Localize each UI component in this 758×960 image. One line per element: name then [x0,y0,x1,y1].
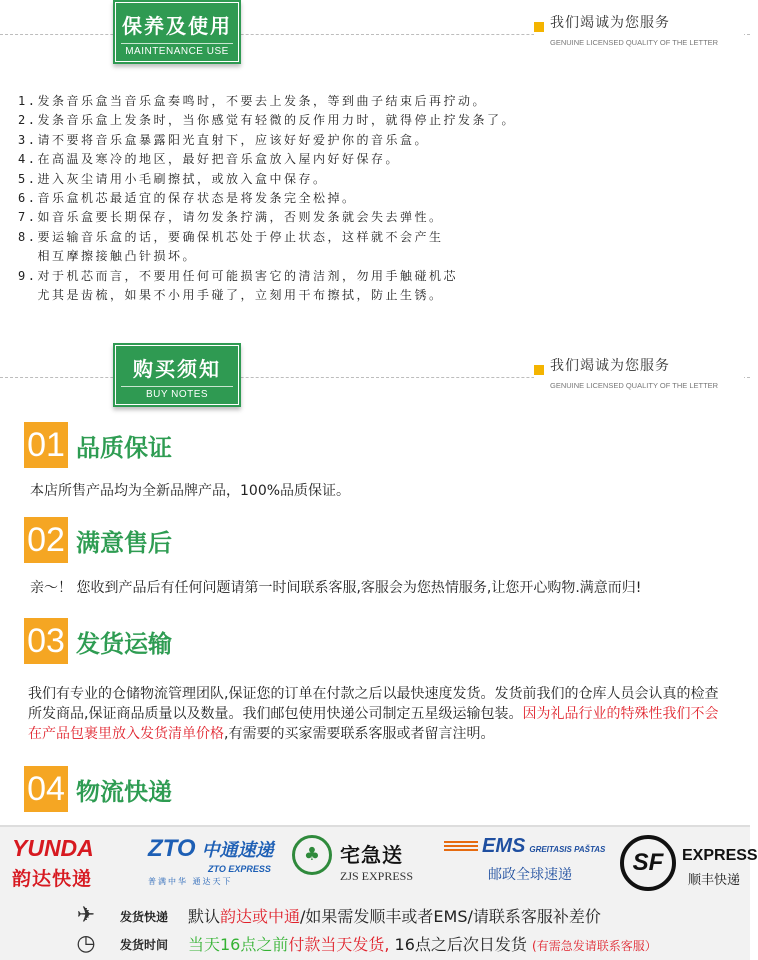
rule-item: 2.发条音乐盒上发条时，当你感觉有轻微的反作用力时，就得停止拧发条了。 [18,113,516,128]
yunda-logo [12,835,94,895]
shipping-text-b: ,有需要的买家需要联系客服或者留言注明。 [224,726,495,742]
item-title: 品质保证 [76,433,172,462]
maintenance-rules [18,92,738,305]
time-red: 付款当天发货, [288,935,390,954]
yunda-en: YUNDA [12,835,94,861]
rule-item: 8.要运输音乐盒的话，要确保机芯处于停止状态，这样就不会产生 [18,229,444,244]
clock-icon: ◷ [76,931,96,956]
express-text [188,904,601,927]
item-aftersale-text: 亲～！ 您收到产品后有任何问题请第一时间联系客服,客服会为您热情服务,让您开心购物.满意而归! [30,580,642,596]
ems-zh: 邮政全球速递 [488,867,572,883]
buy-notes-badge [113,343,241,407]
sf-logo [620,835,758,895]
rule-item: 6.音乐盒机芯最适宜的保存状态是将发条完全松掉。 [18,191,357,206]
zto-mark: ZTO 中通速递 [148,835,274,862]
item-number: 03 [24,618,68,664]
badge-subtitle: MAINTENANCE USE [121,43,233,57]
sf-zh: 顺丰快递 [688,873,741,888]
zjs-en: ZJS EXPRESS [340,869,414,883]
slogan-zh: 我们竭诚为您服务 [550,15,670,31]
shipping-text-a: 我们有专业的仓储物流管理团队,保证您的订单在付款之后以最快速度发货。发货前我们的仓库人员会认真的检查所发商品,保证商品质量以及数量。我们邮包使用快递公司制定五星级运输包装。 [28,686,719,722]
sf-mark: SF [620,835,676,891]
ems-sub: GREITASIS PAŠTAS [529,845,606,854]
badge-subtitle: BUY NOTES [121,386,233,400]
sf-en: EXPRESS [682,847,758,864]
marker-icon [534,365,544,375]
zjs-emblem-icon: ♣ [292,835,332,875]
ems-en: EMS [482,835,526,857]
ems-stripes-icon [444,841,478,853]
rule-item: 1.发条音乐盒当音乐盒奏鸣时，不要去上发条，等到曲子结束后再拧动。 [18,94,487,108]
slogan [534,12,744,47]
express-b: /如果需发顺丰或者EMS/请联系客服补差价 [300,907,601,926]
badge-title: 购买须知 [133,357,221,381]
item-number: 01 [24,422,68,468]
time-text [188,932,657,955]
rule-item: 尤其是齿梳，如果不小用手碰了，立刻用干布擦拭，防止生锈。 [18,288,444,303]
rule-item: 5.进入灰尘请用小毛刷擦拭，或放入盒中保存。 [18,171,328,186]
shipping-text-red: 因为礼品行业的特殊性我们不会在产品包裹里放入发货清单价格 [28,706,719,742]
logistics-panel [0,825,758,960]
zjs-logo [292,835,442,895]
zjs-zh: 宅急送 [340,843,403,867]
slogan-en: GENUINE LICENSED QUALITY OF THE LETTER [550,38,719,47]
marker-icon [534,22,544,32]
zto-logo [148,835,274,895]
slogan-zh: 我们竭诚为您服务 [550,358,670,374]
airplane-icon: ✈ [76,903,96,928]
item-quality-text: 本店所售产品均为全新品牌产品，100%品质保证。 [30,483,351,499]
time-label: 发货时间 [120,938,169,952]
time-b: 16点之后次日发货 [389,935,527,954]
zto-sub: 普满中华 通达天下 [148,877,233,886]
express-red: 韵达或中通 [220,907,301,926]
time-green: 当天16点之前 [188,935,289,954]
rule-item: 4.在高温及寒冷的地区，最好把音乐盒放入屋内好好保存。 [18,152,400,167]
express-a: 默认 [188,907,221,926]
express-label: 发货快递 [120,910,169,924]
rule-item: 相互摩擦接触凸针损坏。 [18,249,197,264]
item-title: 物流快递 [76,777,172,806]
slogan [534,355,744,390]
ems-logo [444,835,605,895]
slogan-en: GENUINE LICENSED QUALITY OF THE LETTER [550,381,719,390]
item-title: 满意售后 [76,528,172,557]
item-shipping-text [28,684,728,744]
badge-title: 保养及使用 [122,14,232,38]
buy-notes-header [0,343,750,413]
yunda-zh: 韵达快递 [12,868,93,890]
ems-mark [444,835,605,858]
rule-item: 7.如音乐盒要长期保存，请勿发条拧满，否则发条就会失去弹性。 [18,210,444,225]
item-title: 发货运输 [76,629,172,658]
zto-en: ZTO EXPRESS [208,864,271,874]
zto-zh: 中通速递 [201,840,274,861]
item-number: 02 [24,517,68,563]
maintenance-header [0,0,750,70]
time-note: (有需急发请联系客服） [532,939,657,953]
rule-item: 9.对于机芯而言，不要用任何可能损害它的清洁剂，勿用手触碰机芯 [18,268,458,283]
rule-item: 3.请不要将音乐盒暴露阳光直射下，应该好好爱护你的音乐盒。 [18,132,429,147]
maintenance-badge [113,0,241,64]
item-number: 04 [24,766,68,812]
